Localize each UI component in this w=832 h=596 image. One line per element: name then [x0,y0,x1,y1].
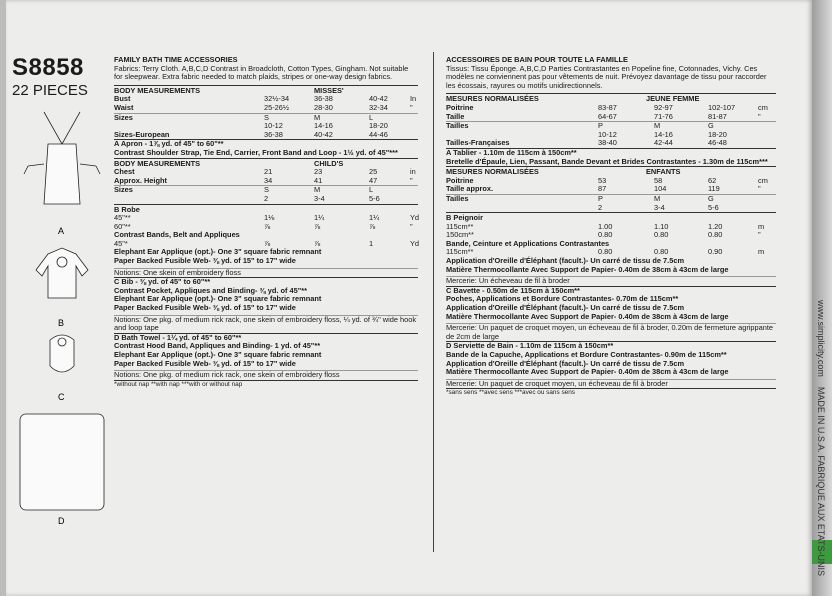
cell: In [410,94,417,104]
en-apron: A Apron - 1⅞ yd. of 45" to 60"** [114,139,418,149]
cell: 14-16 [314,121,333,131]
cell: 0.80 [598,247,613,257]
en-bib-fusible: Paper Backed Fusible Web- ⅜ yd. of 15" to 17" wide [114,303,296,313]
cell: 14-16 [654,129,673,139]
fr-robe-section [446,212,776,286]
cell: ⅞ [314,238,321,248]
cell: m [758,221,765,231]
en-bib-pocket: Contrast Pocket, Appliques and Binding- ⅜ yd. of 45"** [114,285,307,295]
cell: 71-76 [654,111,673,121]
cell: 46-48 [708,138,727,148]
row-label: 115cm** [446,247,474,257]
row-label: Tailles-Françaises [446,138,510,148]
view-label-c: C [58,392,65,402]
en-robe-ear: Elephant Ear Applique (opt.)- One 3" square fabric remnant [114,247,322,257]
cell: Yd [410,238,420,248]
row-label: Taille [446,111,465,121]
view-label-d: D [58,516,65,526]
fr-robe-notions: Mercerie: Un écheveau de fil à broder [446,276,776,286]
cell: 10-12 [598,129,617,139]
side-made: MADE IN U.S.A. FABRIQUE AUX ETATS-UNIS [816,386,826,577]
fr-towel-notions: Mercerie: Un paquet de croquet moyen, un écheveau de fil à broder [446,379,776,389]
cell: 28-30 [314,102,333,112]
cell: 5-6 [708,202,719,212]
en-bib-section [114,277,418,333]
cell: 40-42 [314,129,333,139]
technical-drawings [14,104,110,534]
fr-kids-group: ENFANTS [646,167,681,177]
apron-drawing [24,112,100,204]
cell: 18-20 [708,129,727,139]
view-label-a: A [58,226,65,236]
en-bib-ear: Elephant Ear Applique (opt.)- One 3" square fabric remnant [114,294,322,304]
side-text [816,300,826,576]
cell: 81-87 [708,111,727,121]
fr-footnote: *sans sens **avec sens ***avec ou sans sens [446,388,776,398]
cell: 0.80 [654,247,669,257]
en-misses-table [114,85,418,140]
fr-title: ACCESSOIRES DE BAIN POUR TOUTE LA FAMILLE [446,55,628,64]
en-towel-fusible: Paper Backed Fusible Web- ⅜ yd. of 15" to 17" wide [114,358,296,368]
cell: 2 [598,202,603,212]
row-label: 150cm** [446,230,474,240]
cell: 0.80 [708,230,723,240]
cell: ⅞ [264,238,271,248]
en-towel-title: D Bath Towel - 1¼ yd. of 45" to 60"** [114,332,242,342]
en-footnote: *without nap **with nap ***with or without nap [114,380,418,390]
row-label: 45"** [114,213,131,223]
cell: 87 [598,184,607,194]
en-childs-group: CHILD'S [314,158,344,168]
row-label: 60"** [114,221,131,231]
table-row [114,240,418,249]
table-row [446,185,776,194]
fr-fabrics: Tissus: Tissu Éponge. A,B,C,D Parties Contrastantes en Popeline fine, Cotonnades, Vichy. Ces modèles ne conviennent pas pour vêtements de nuit. Prévoyez davantage de tissu pour raccorder les écossais, rayures ou motifs unidirectionnels. [446,63,767,90]
fr-towel-title: D Serviette de Bain - 1.10m de 115cm à 150cm** [446,341,614,351]
fr-bib-pocket: Poches, Applications et Bordure Contrastantes- 0.70m de 115cm** [446,294,679,304]
cell: 36-38 [314,94,333,104]
cell: 1.20 [708,221,723,231]
fr-bib-section [446,286,776,342]
en-bib-title: C Bib - ⅜ yd. of 45" to 60"** [114,277,211,287]
table-row [114,104,418,113]
fr-kids-title: MESURES NORMALISÉES [446,167,539,177]
fr-robe-ear: Application d'Oreille d'Éléphant (facult.)- Un carré de tissu de 7.5cm [446,256,685,266]
row-label: Bust [114,94,131,104]
cell: 1.00 [598,221,613,231]
en-apron-contrast: Contrast Shoulder Strap, Tie End, Carrier, Front Band and Loop - 1½ yd. of 45"*** [114,147,398,157]
row-label: Bande, Ceinture et Applications Contrastantes [446,238,610,248]
robe-drawing [36,248,88,298]
table-row [446,248,776,257]
cell: S [264,185,269,195]
cell: 10-12 [264,121,283,131]
cell: 1 [369,238,374,248]
cell: M [654,121,661,131]
table-row [446,177,776,186]
cell: 102-107 [708,102,736,112]
cell: M [314,112,321,122]
table-row [114,131,418,140]
fr-bib-title: C Bavette - 0.50m de 115cm à 150cm** [446,285,580,295]
pattern-code: S8858 [12,54,84,81]
pieces-count: 22 PIECES [12,82,88,99]
cell: m [758,247,765,257]
view-label-b: B [58,318,65,328]
cell: 32-34 [369,102,388,112]
cell: 0.80 [654,230,669,240]
cell: ⅞ [369,221,376,231]
en-robe-section [114,204,418,278]
row-label: Sizes-European [114,129,170,139]
cell: 1¼ [314,213,325,223]
cell: G [708,121,714,131]
cell: M [654,193,661,203]
fr-bib-notions: Mercerie: Un paquet de croquet moyen, un écheveau de fil à broder, 0.20m de fermeture agrippante de 2cm de large [446,323,776,341]
fr-women-title: MESURES NORMALISÉES [446,94,539,104]
row-label: Sizes [114,185,133,195]
en-misses-title: BODY MEASUREMENTS [114,85,201,95]
table-row [114,195,418,204]
table-row [446,113,776,122]
cell: G [708,193,714,203]
cell: Yd [410,213,420,223]
cell: ⅞ [264,221,271,231]
en-robe-title: B Robe [114,204,140,214]
row-label: Chest [114,167,135,177]
cell: 0.80 [598,230,613,240]
cell: 1.10 [654,221,669,231]
fr-towel-hood: Bande de la Capuche, Applications et Bordure Contrastantes- 0.90m de 115cm** [446,350,727,359]
cell: 92-97 [654,102,673,112]
cell: 53 [598,175,607,185]
fr-towel-section [446,341,776,388]
cell: 40-42 [369,94,388,104]
cell: " [758,230,761,240]
cell: L [369,185,374,195]
cell: 0.90 [708,247,723,257]
fr-women-table [446,93,776,148]
row-label: Poitrine [446,102,474,112]
cell: 1⅛ [264,213,275,223]
fr-robe-title: B Peignoir [446,213,483,223]
en-childs-title: BODY MEASUREMENTS [114,158,201,168]
cell: 58 [654,175,663,185]
cell: 64-67 [598,111,617,121]
en-towel-hood: Contrast Hood Band, Appliques and Binding- 1 yd. of 45"** [114,341,321,351]
cell: 38-40 [598,138,617,148]
cell: 34 [264,175,273,185]
row-label: Tailles [446,193,469,203]
en-misses-group: MISSES' [314,85,344,95]
cell: L [369,112,374,122]
cell: 25 [369,167,378,177]
side-url: www.simplicity.com [816,300,826,377]
cell: 62 [708,175,717,185]
cell: cm [758,102,768,112]
cell: 119 [708,184,720,194]
cell: ⅞ [314,221,321,231]
en-robe-notions: Notions: One skein of embroidery floss [114,268,418,278]
cell: 83-87 [598,102,617,112]
en-title: FAMILY BATH TIME ACCESSORIES [114,55,238,64]
table-row [446,194,776,204]
cell: cm [758,175,768,185]
fr-bib-ear: Application d'Oreille d'Éléphant (facult.)- Un carré de tissu de 7.5cm [446,303,685,313]
row-label: Approx. Height [114,175,167,185]
fr-towel-fusible: Matière Thermocollante Avec Support de Papier- 0.40m de 38cm à 43cm de large [446,367,729,377]
cell: 23 [314,167,323,177]
towel-drawing [20,414,104,510]
fr-robe-fusible: Matière Thermocollante Avec Support de Papier- 0.40m de 38cm à 43cm de large [446,264,729,274]
en-bib-notions: Notions: One pkg. of medium rick rack, one skein of embroidery floss, ¼ yd. of ¾" wide hook and loop tape [114,314,417,333]
cell: 2 [264,193,269,203]
fr-towel-ear: Application d'Oreille d'Éléphant (facult.)- Un carré de tissu de 7.5cm [446,358,685,368]
cell: " [410,175,413,185]
fr-apron: A Tablier - 1.10m de 115cm à 150cm** [446,148,776,158]
cell: 47 [369,175,378,185]
row-label: Contrast Bands, Belt and Appliques [114,230,240,240]
fr-apron-contrast: Bretelle d'Épaule, Lien, Passant, Bande Devant et Brides Contrastantes - 1.30m de 115cm*** [446,156,768,166]
cell: 1¼ [369,213,380,223]
cell: 44-46 [369,129,388,139]
cell: " [410,221,413,231]
table-row [446,139,776,148]
fr-bib-fusible: Matière Thermocollante Avec Support de Papier- 0.40m de 38cm à 43cm de large [446,311,729,321]
en-fabrics: Fabrics: Terry Cloth. A,B,C,D Contrast in Broadcloth, Cotton Types, Gingham. Not suitable for sleepwear. Extra fabric needed to match plaids, stripes or one-way design fabrics. [114,63,409,82]
column-divider [433,52,434,552]
en-childs-table [114,158,418,204]
cell: S [264,112,269,122]
cell: " [758,111,761,121]
en-robe-fusible: Paper Backed Fusible Web- ⅜ yd. of 15" to 17" wide [114,256,296,266]
fr-kids-table [446,166,776,212]
cell: M [314,185,321,195]
cell: 42-44 [654,138,673,148]
row-label: Tailles [446,121,469,131]
en-towel-section [114,333,418,380]
cell: P [598,193,603,203]
row-label: 115cm** [446,221,474,231]
en-towel-notions: Notions: One pkg. of medium rick rack, one skein of embroidery floss [114,370,418,380]
cell: P [598,121,603,131]
cell: 32½-34 [264,94,290,104]
row-label: Taille approx. [446,184,494,194]
cell: 41 [314,175,323,185]
cell: 25-26½ [264,102,290,112]
cell: 36-38 [264,129,283,139]
row-label: 45"* [114,238,128,248]
cell: 5-6 [369,193,380,203]
cell: 18-20 [369,121,388,131]
french-column [446,56,776,398]
cell: in [410,167,416,177]
cell: " [410,102,413,112]
bib-drawing [50,335,74,372]
en-towel-ear: Elephant Ear Applique (opt.)- One 3" square fabric remnant [114,350,322,359]
table-row [114,177,418,186]
cell: " [758,184,761,194]
cell: 21 [264,167,273,177]
fr-women-group: JEUNE FEMME [646,94,700,104]
cell: 3-4 [314,193,325,203]
row-label: Poitrine [446,175,474,185]
cell: 3-4 [654,202,665,212]
row-label: Sizes [114,112,133,122]
table-row [446,204,776,213]
english-column [114,56,418,389]
cell: 104 [654,184,667,194]
row-label: Waist [114,102,134,112]
